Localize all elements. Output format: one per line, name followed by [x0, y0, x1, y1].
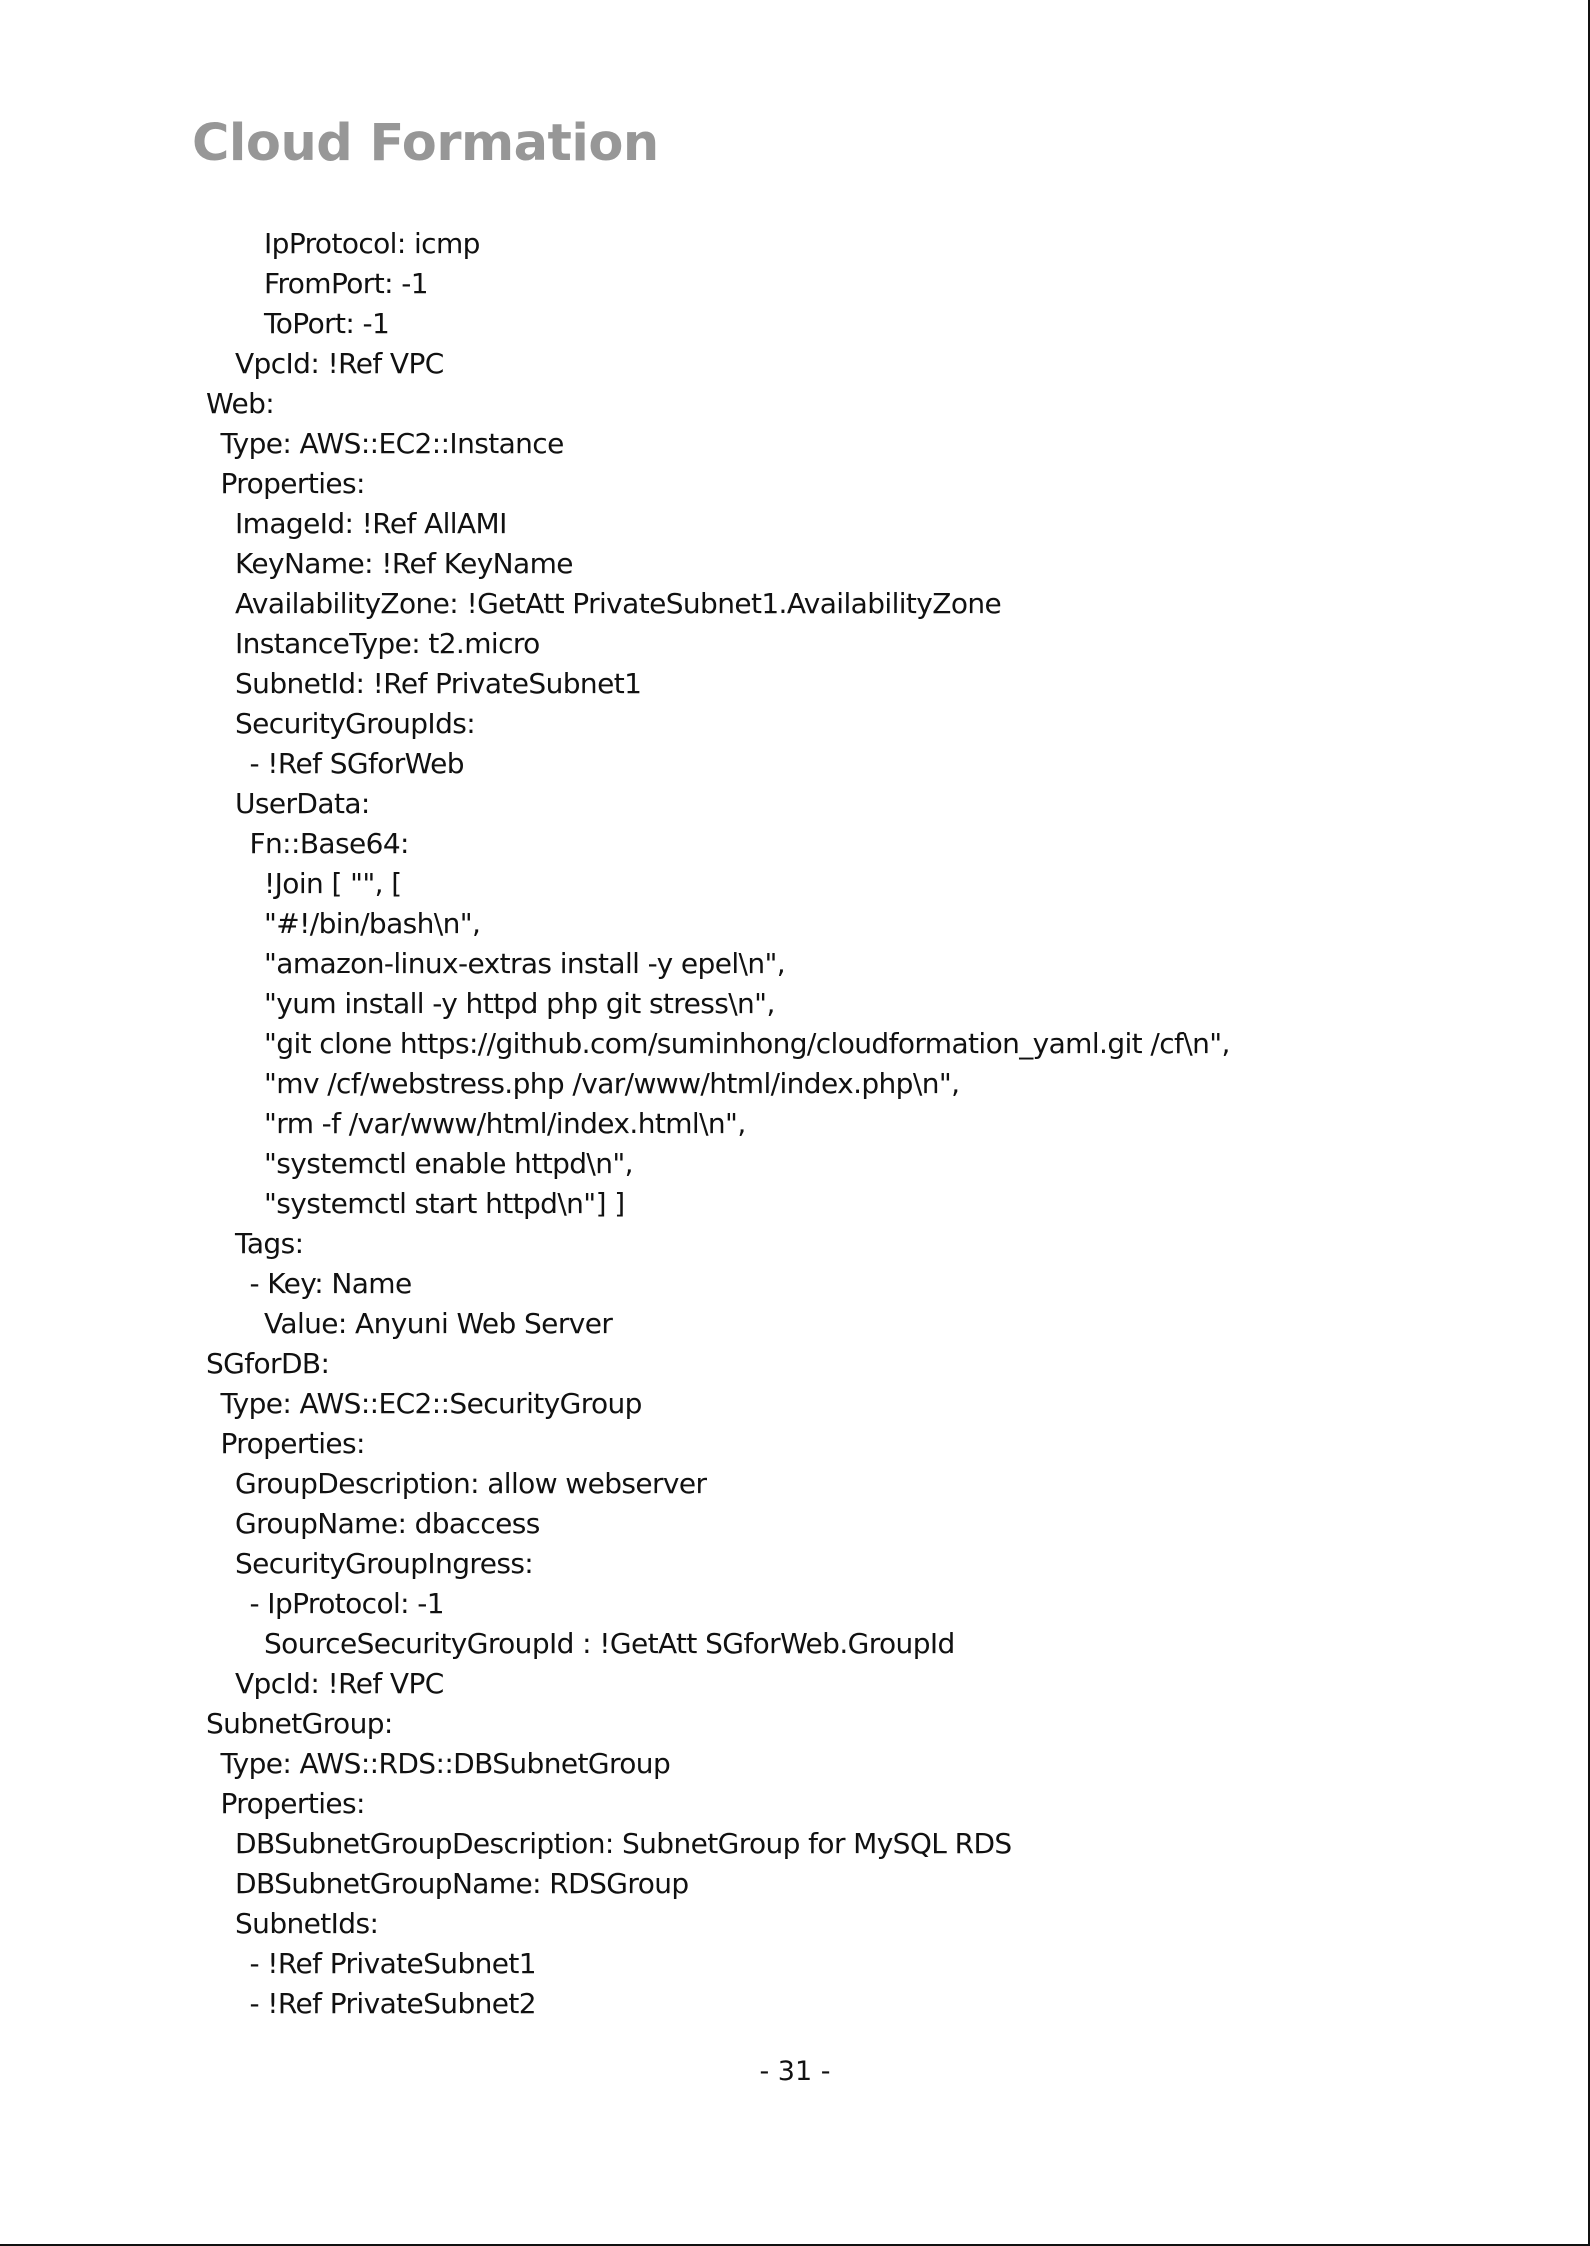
- code-line: "mv /cf/webstress.php /var/www/html/index.php\n",: [264, 1067, 960, 1100]
- code-line: - !Ref SGforWeb: [249, 747, 464, 780]
- code-line: "#!/bin/bash\n",: [264, 907, 481, 940]
- code-line: FromPort: -1: [264, 267, 428, 300]
- code-line: AvailabilityZone: !GetAtt PrivateSubnet1.AvailabilityZone: [235, 587, 1002, 620]
- code-line: KeyName: !Ref KeyName: [235, 547, 573, 580]
- code-line: "yum install -y httpd php git stress\n",: [264, 987, 775, 1020]
- code-line: "amazon-linux-extras install -y epel\n",: [264, 947, 786, 980]
- code-line: UserData:: [235, 787, 370, 820]
- code-line: Type: AWS::EC2::SecurityGroup: [220, 1387, 642, 1420]
- code-line: SGforDB:: [206, 1347, 330, 1380]
- code-line: InstanceType: t2.micro: [235, 627, 540, 660]
- code-line: ToPort: -1: [264, 307, 390, 340]
- code-line: "rm -f /var/www/html/index.html\n",: [264, 1107, 746, 1140]
- code-line: DBSubnetGroupDescription: SubnetGroup for MySQL RDS: [235, 1827, 1012, 1860]
- code-line: VpcId: !Ref VPC: [235, 1667, 444, 1700]
- code-line: Properties:: [220, 1787, 365, 1820]
- code-line: Type: AWS::EC2::Instance: [220, 427, 564, 460]
- code-line: DBSubnetGroupName: RDSGroup: [235, 1867, 689, 1900]
- code-line: Properties:: [220, 467, 365, 500]
- page-title: Cloud Formation: [192, 114, 659, 173]
- code-line: GroupDescription: allow webserver: [235, 1467, 707, 1500]
- page-number: - 31 -: [759, 2056, 831, 2087]
- code-line: - !Ref PrivateSubnet2: [249, 1987, 536, 2020]
- code-line: Fn::Base64:: [249, 827, 409, 860]
- code-line: "systemctl enable httpd\n",: [264, 1147, 633, 1180]
- code-line: Tags:: [235, 1227, 304, 1260]
- code-line: "git clone https://github.com/suminhong/cloudformation_yaml.git /cf\n",: [264, 1027, 1230, 1060]
- code-line: "systemctl start httpd\n"] ]: [264, 1187, 625, 1220]
- code-listing: [206, 224, 1230, 2024]
- code-line: SourceSecurityGroupId : !GetAtt SGforWeb.GroupId: [264, 1627, 955, 1660]
- code-line: - !Ref PrivateSubnet1: [249, 1947, 536, 1980]
- code-line: SubnetGroup:: [206, 1707, 393, 1740]
- code-line: - Key: Name: [249, 1267, 412, 1300]
- code-line: SubnetIds:: [235, 1907, 379, 1940]
- code-line: Properties:: [220, 1427, 365, 1460]
- code-line: !Join [ "", [: [264, 867, 402, 900]
- code-line: - IpProtocol: -1: [249, 1587, 445, 1620]
- code-line: IpProtocol: icmp: [264, 227, 480, 260]
- code-line: SecurityGroupIngress:: [235, 1547, 534, 1580]
- code-line: ImageId: !Ref AllAMI: [235, 507, 507, 540]
- code-line: Type: AWS::RDS::DBSubnetGroup: [220, 1747, 671, 1780]
- code-line: Value: Anyuni Web Server: [264, 1307, 613, 1340]
- code-line: Web:: [206, 387, 275, 420]
- code-line: VpcId: !Ref VPC: [235, 347, 444, 380]
- code-line: SubnetId: !Ref PrivateSubnet1: [235, 667, 642, 700]
- code-line: SecurityGroupIds:: [235, 707, 476, 740]
- code-line: GroupName: dbaccess: [235, 1507, 540, 1540]
